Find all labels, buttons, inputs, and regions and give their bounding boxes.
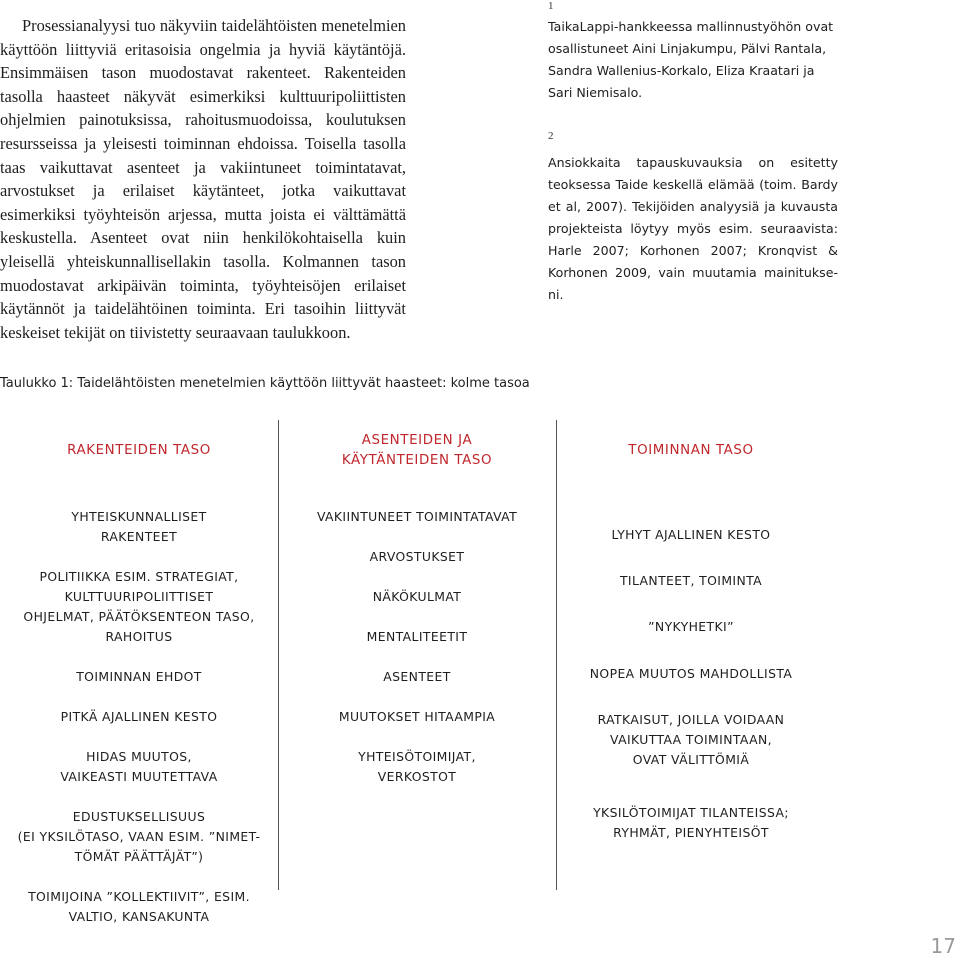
body-paragraph-rest: käyttöön liittyviä eritasoisia ongelmia ja hyviä käytäntöjä. Ensimmäisen tason muodostavat rakenteet. Rakenteiden tasolla haasteet näkyvät esimerkiksi kulttuuripoliittisten ohjelmien painotuksissa, rahoitusmuodoissa, koulutuksen resursseissa ja yleisesti toiminnan ehdoissa. Toisella tasolla taas vaikuttavat asenteet ja vakiintuneet toimintatavat, arvostukset ja erilaiset käytänteet, jotka vaikuttavat esimerkiksi työyhteisön arjessa, mutta joista ei välttämättä keskustella. Asenteet ovat niin henkilökohtaisella kuin yleisellä yhteiskunnallisellakin tasolla. Kolmannen tason muodostavat arkipäivän toiminta, työyhteisöjen erilaiset käytännöt ja taidelähtöinen toiminta. Eri tasoihin liittyvät keskeiset tekijät on tiivistetty seuraavaan taulukkoon. [0,39,406,342]
col3-cell-3: ”NYKYHETKI” [648,619,734,634]
header-structures: RAKENTEIDEN TASO [67,443,211,458]
col3-cell-4: NOPEA MUUTOS MAHDOLLISTA [589,666,793,681]
table-divider-1 [278,420,279,890]
col2-cell-7: YHTEISÖTOIMIJAT, VERKOSTOT [358,749,476,784]
col1-cell-2: POLITIIKKA ESIM. STRATEGIAT, KULTTUURIPOLIITTISET OHJELMAT, PÄÄTÖKSENTEON TASO, RAHOITUS [23,569,255,644]
col3-cell-2: TILANTEET, TOIMINTA [619,573,763,588]
footnote-2-number: 2 [548,130,554,142]
footnote-1-text: TaikaLappi-hankkeessa mallinnustyöhön ovat osallistuneet Aini Linjakumpu, Pälvi Rantala, Sandra Wallenius-Korkalo, Eliza Kraatari ja Sari Niemisalo. [548,19,834,100]
col2-cell-2: ARVOSTUKSET [369,549,465,564]
col1-cell-6: EDUSTUKSELLISUUS (EI YKSILÖTASO, VAAN ESIM. ”NIMET- TÖMÄT PÄÄTTÄJÄT”) [17,809,261,864]
col1-cell-3: TOIMINNAN EHDOT [76,669,202,684]
col2-cell-5: ASENTEET [383,669,451,684]
col1-cell-7: TOIMIJOINA ”KOLLEKTIIVIT”, ESIM. VALTIO, KANSAKUNTA [28,889,250,924]
body-paragraph [0,14,406,344]
header-action: TOIMINNAN TASO [628,443,754,458]
table-caption: Taulukko 1: Taidelähtöisten menetelmien käyttöön liittyvät haasteet: kolme tasoa [0,376,530,391]
page-number: 17 [930,934,956,958]
footnote-1-number: 1 [548,0,554,12]
col2-cell-6: MUUTOKSET HITAAMPIA [338,709,496,724]
col3-cell-1: LYHYT AJALLINEN KESTO [611,527,771,542]
header-attitudes: ASENTEIDEN JA KÄYTÄNTEIDEN TASO [341,433,493,468]
col3-cell-6: YKSILÖTOIMIJAT TILANTEISSA; RYHMÄT, PIENYHTEISÖT [593,805,789,840]
body-paragraph-first-line: Prosessianalyysi tuo näkyviin taidelähtöisten menetelmien [22,16,406,35]
col2-cell-4: MENTALITEETIT [366,629,468,644]
footnote-2-text: Ansiokkaita tapauskuvauksia on esitetty teoksessa Taide keskellä elämää (toim. Bardy et al, 2007). Tekijöiden analyysiä ja kuvausta projekteista löytyy myös esim. seuraavista: Harle 2007; Korhonen 2007; Kronqvist & Korhonen 2009, vain muutamia mainitukse-ni. [548,155,838,302]
col1-cell-5: HIDAS MUUTOS, VAIKEASTI MUUTETTAVA [60,749,218,784]
col1-cell-1: YHTEISKUNNALLISET RAKENTEET [71,509,207,544]
col3-cell-5: RATKAISUT, JOILLA VOIDAAN VAIKUTTAA TOIMINTAAN, OVAT VÄLITTÖMIÄ [597,712,785,767]
col2-cell-1: VAKIINTUNEET TOIMINTATAVAT [316,509,518,524]
col2-cell-3: NÄKÖKULMAT [372,589,462,604]
col1-cell-4: PITKÄ AJALLINEN KESTO [60,709,218,724]
